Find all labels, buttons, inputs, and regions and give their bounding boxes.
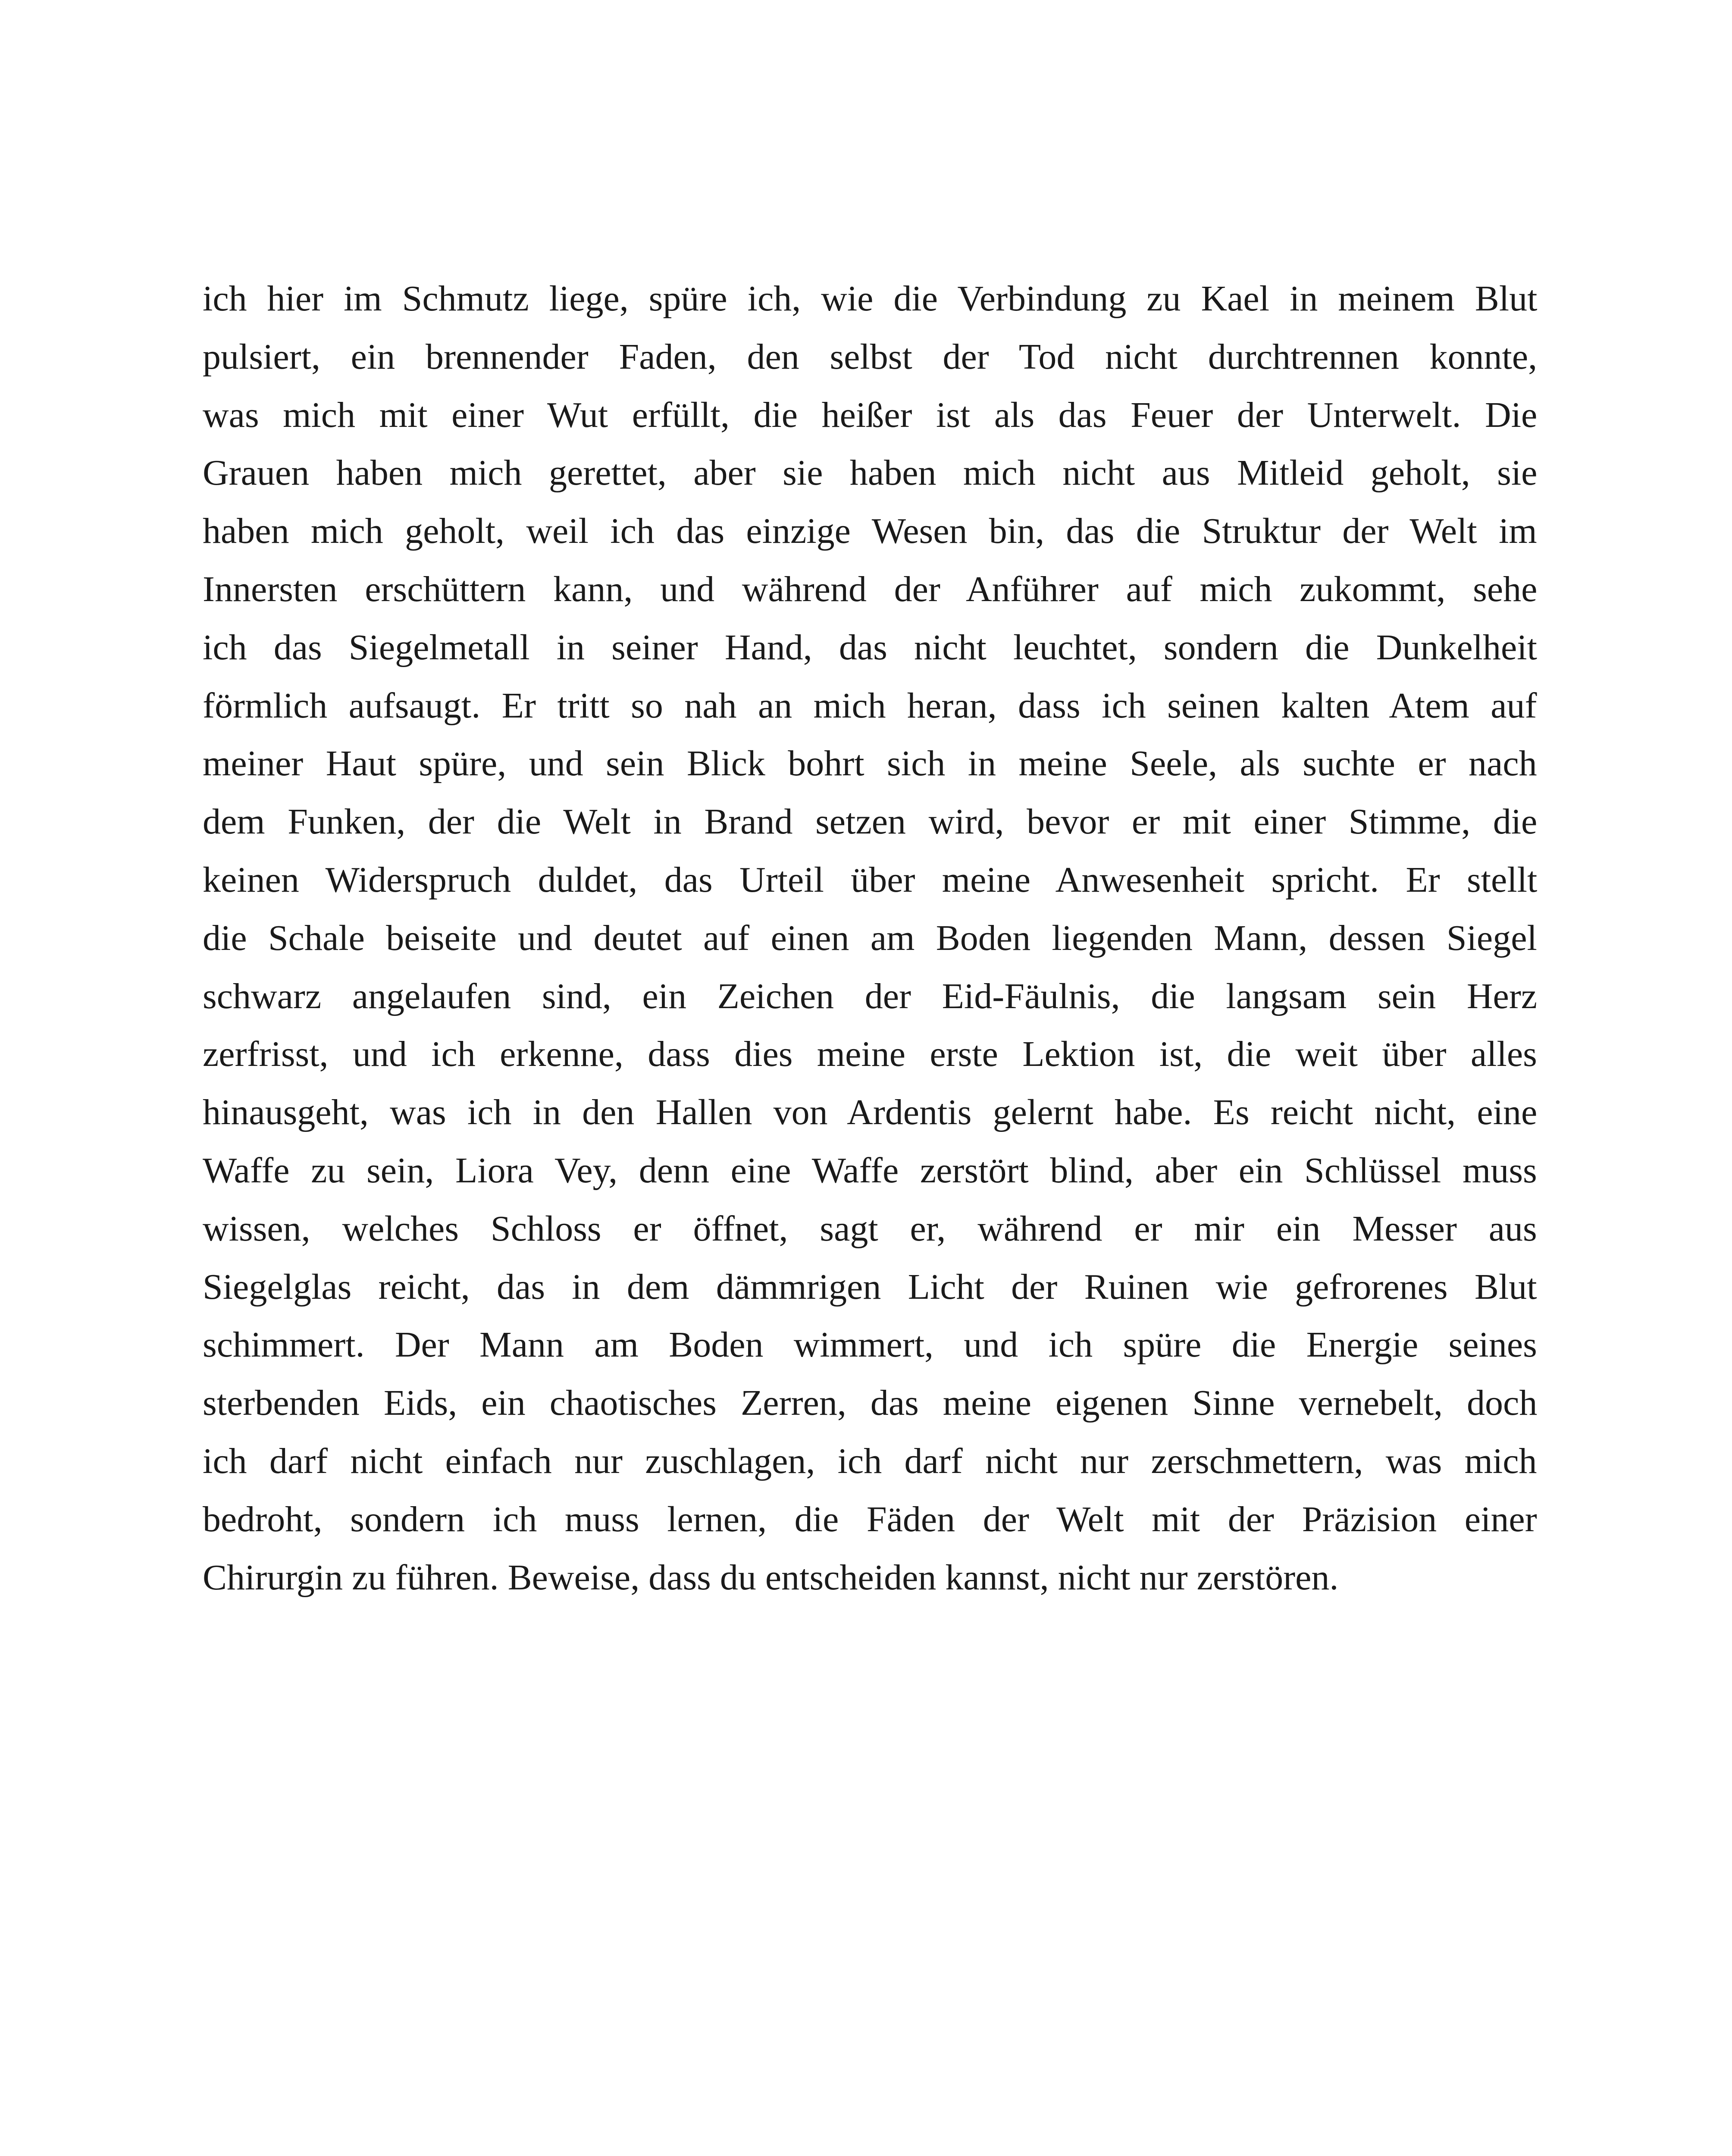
- text-line: meiner Haut spüre, und sein Blick bohrt sich in meine Seele, als suchte er nach: [203, 743, 1537, 784]
- text-line: sterbenden Eids, ein chaotisches Zerren, das meine eigenen Sinne vernebelt, doch: [203, 1383, 1538, 1423]
- text-line: die Schale beiseite und deutet auf einen am Boden liegenden Mann, dessen Siegel: [203, 918, 1537, 958]
- text-line: schimmert. Der Mann am Boden wimmert, und ich spüre die Energie seines: [203, 1325, 1537, 1365]
- text-line: hinausgeht, was ich in den Hallen von Ardentis gelernt habe. Es reicht nicht, eine: [203, 1092, 1538, 1133]
- text-line: haben mich geholt, weil ich das einzige Wesen bin, das die Struktur der Welt im: [203, 511, 1537, 552]
- text-line: ich hier im Schmutz liege, spüre ich, wie die Verbindung zu Kael in meinem Blut: [203, 279, 1538, 319]
- text-line: zerfrisst, und ich erkenne, dass dies meine erste Lektion ist, die weit über alles: [203, 1034, 1537, 1075]
- text-line: wissen, welches Schloss er öffnet, sagt er, während er mir ein Messer aus: [203, 1208, 1537, 1249]
- text-line: keinen Widerspruch duldet, das Urteil über meine Anwesenheit spricht. Er stellt: [203, 859, 1538, 900]
- text-line: dem Funken, der die Welt in Brand setzen wird, bevor er mit einer Stimme, die: [203, 802, 1538, 842]
- text-line: Chirurgin zu führen. Beweise, dass du entscheiden kannst, nicht nur zerstören.: [203, 1557, 1339, 1598]
- body-paragraph: [203, 270, 1537, 1607]
- text-line: Innersten erschüttern kann, und während der Anführer auf mich zukommt, sehe: [203, 569, 1538, 609]
- text-line: Siegelglas reicht, das in dem dämmrigen Licht der Ruinen wie gefrorenes Blut: [203, 1266, 1537, 1307]
- text-line: Waffe zu sein, Liora Vey, denn eine Waffe zerstört blind, aber ein Schlüssel muss: [203, 1150, 1537, 1191]
- text-line: ich darf nicht einfach nur zuschlagen, ich darf nicht nur zerschmettern, was mich: [203, 1441, 1537, 1481]
- text-line: bedroht, sondern ich muss lernen, die Fäden der Welt mit der Präzision einer: [203, 1499, 1537, 1539]
- text-line: schwarz angelaufen sind, ein Zeichen der Eid-Fäulnis, die langsam sein Herz: [203, 976, 1538, 1016]
- text-line: Grauen haben mich gerettet, aber sie haben mich nicht aus Mitleid geholt, sie: [203, 453, 1538, 493]
- text-line: was mich mit einer Wut erfüllt, die heißer ist als das Feuer der Unterwelt. Die: [203, 395, 1538, 435]
- text-line: ich das Siegelmetall in seiner Hand, das nicht leuchtet, sondern die Dunkelheit: [203, 627, 1537, 667]
- text-line: förmlich aufsaugt. Er tritt so nah an mich heran, dass ich seinen kalten Atem auf: [203, 685, 1537, 726]
- text-line: pulsiert, ein brennender Faden, den selbst der Tod nicht durchtrennen konnte,: [203, 336, 1538, 377]
